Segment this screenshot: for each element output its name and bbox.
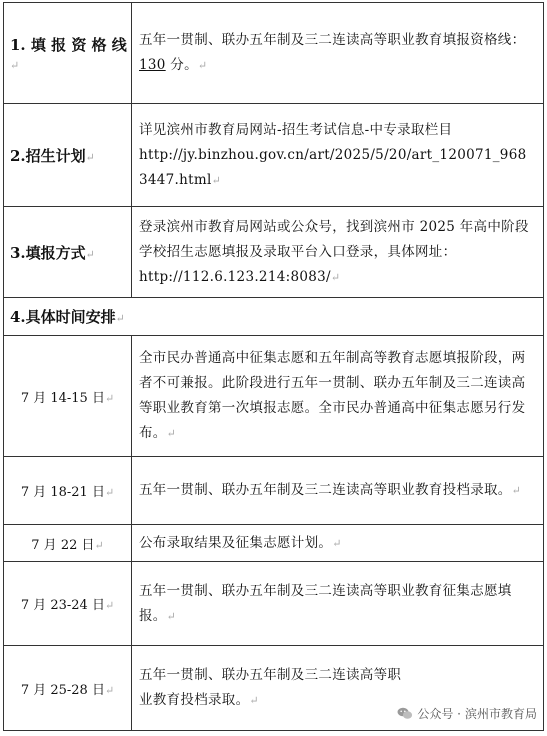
schedule-time [4, 562, 132, 646]
schedule-row [4, 562, 544, 646]
time-text: 7 月 18-21 日 [20, 485, 105, 500]
label-text: 2.招生计划 [10, 146, 86, 165]
label-text: 1. 填 报 资 格 线 [10, 35, 127, 54]
paragraph-mark: ↵ [104, 599, 115, 612]
desc-text: 五年一贯制、联办五年制及三二连读高等职业教育投档录取。 [139, 482, 512, 498]
schedule-desc [132, 525, 544, 562]
paragraph-mark: ↵ [104, 683, 115, 697]
time-text: 7 月 14-15 日 [20, 390, 105, 406]
time-text: 7 月 23-24 日 [20, 598, 105, 613]
score-value: 130 [139, 57, 166, 73]
schedule-desc [132, 562, 544, 646]
plan-url-link[interactable]: http://jy.binzhou.gov.cn/art/2025/5/20/art_120071_9683447.html [139, 146, 527, 188]
row-label-plan [4, 104, 132, 207]
paragraph-mark: ↵ [511, 484, 522, 497]
time-text: 7 月 22 日 [31, 537, 95, 553]
paragraph-mark: ↵ [330, 270, 341, 284]
paragraph-mark: ↵ [166, 427, 177, 440]
schedule-time [4, 525, 132, 562]
schedule-row [4, 336, 544, 457]
content-text: 登录滨州市教育局网站或公众号，找到滨州市 2025 年高中阶段学校招生志愿填报及录取平台入口登录，具体网址：http://112.6.123.214:8083/ [139, 218, 529, 285]
paragraph-mark: ↵ [115, 312, 125, 325]
paragraph-mark: ↵ [94, 538, 104, 552]
wechat-icon [397, 707, 413, 720]
paragraph-mark: ↵ [332, 536, 342, 550]
desc-text: 五年一贯制、联办五年制及三二连读高等职业教育投档录取。 [139, 667, 402, 708]
watermark-account-name: 滨州市教育局 [464, 707, 537, 721]
desc-text: 全市民办普通高中征集志愿和五年制高等教育志愿填报阶段，两者不可兼报。此阶段进行五年一贯制、联办五年制及三二连读高等职业教育第一次填报志愿。全市民办普通高中征集志愿另行发布。 [139, 350, 526, 441]
label-text: 3.填报方式 [10, 243, 86, 262]
paragraph-mark: ↵ [211, 173, 222, 187]
schedule-time [4, 646, 132, 731]
watermark-prefix: 公众号 · [417, 707, 461, 721]
enrollment-info-table [3, 2, 544, 731]
paragraph-mark: ↵ [10, 58, 20, 72]
paragraph-mark: ↵ [197, 59, 208, 72]
schedule-desc [132, 336, 544, 457]
time-text: 7 月 25-28 日 [20, 682, 105, 698]
row-label-method [4, 207, 132, 298]
desc-text: 公布录取结果及征集志愿计划。 [139, 534, 333, 551]
table-row [4, 3, 544, 104]
table-row [4, 104, 544, 207]
paragraph-mark: ↵ [104, 486, 115, 499]
desc-text: 五年一贯制、联办五年制及三二连读高等职业教育征集志愿填报。 [139, 582, 512, 624]
content-suffix: 分。 [165, 57, 198, 73]
table-row [4, 298, 544, 336]
row-content-plan [132, 104, 544, 207]
row-content-qualification [132, 3, 544, 104]
schedule-row [4, 457, 544, 525]
content-text: 五年一贯制、联办五年制及三二连读高等职业教育填报资格线： [139, 32, 526, 48]
paragraph-mark: ↵ [85, 247, 95, 261]
heading-text: 4.具体时间安排 [10, 308, 116, 326]
schedule-heading [4, 298, 544, 336]
content-text: 详见滨州市教育局网站-招生考试信息-中专录取栏目 [139, 121, 453, 138]
row-label-qualification [4, 3, 132, 104]
schedule-time [4, 457, 132, 525]
paragraph-mark: ↵ [85, 150, 95, 164]
paragraph-mark: ↵ [104, 391, 115, 405]
paragraph-mark: ↵ [249, 694, 259, 707]
schedule-row [4, 525, 544, 562]
row-content-method [132, 207, 544, 298]
schedule-desc [132, 457, 544, 525]
wechat-watermark [397, 705, 537, 722]
paragraph-mark: ↵ [166, 609, 177, 623]
schedule-time [4, 336, 132, 457]
table-row [4, 207, 544, 298]
